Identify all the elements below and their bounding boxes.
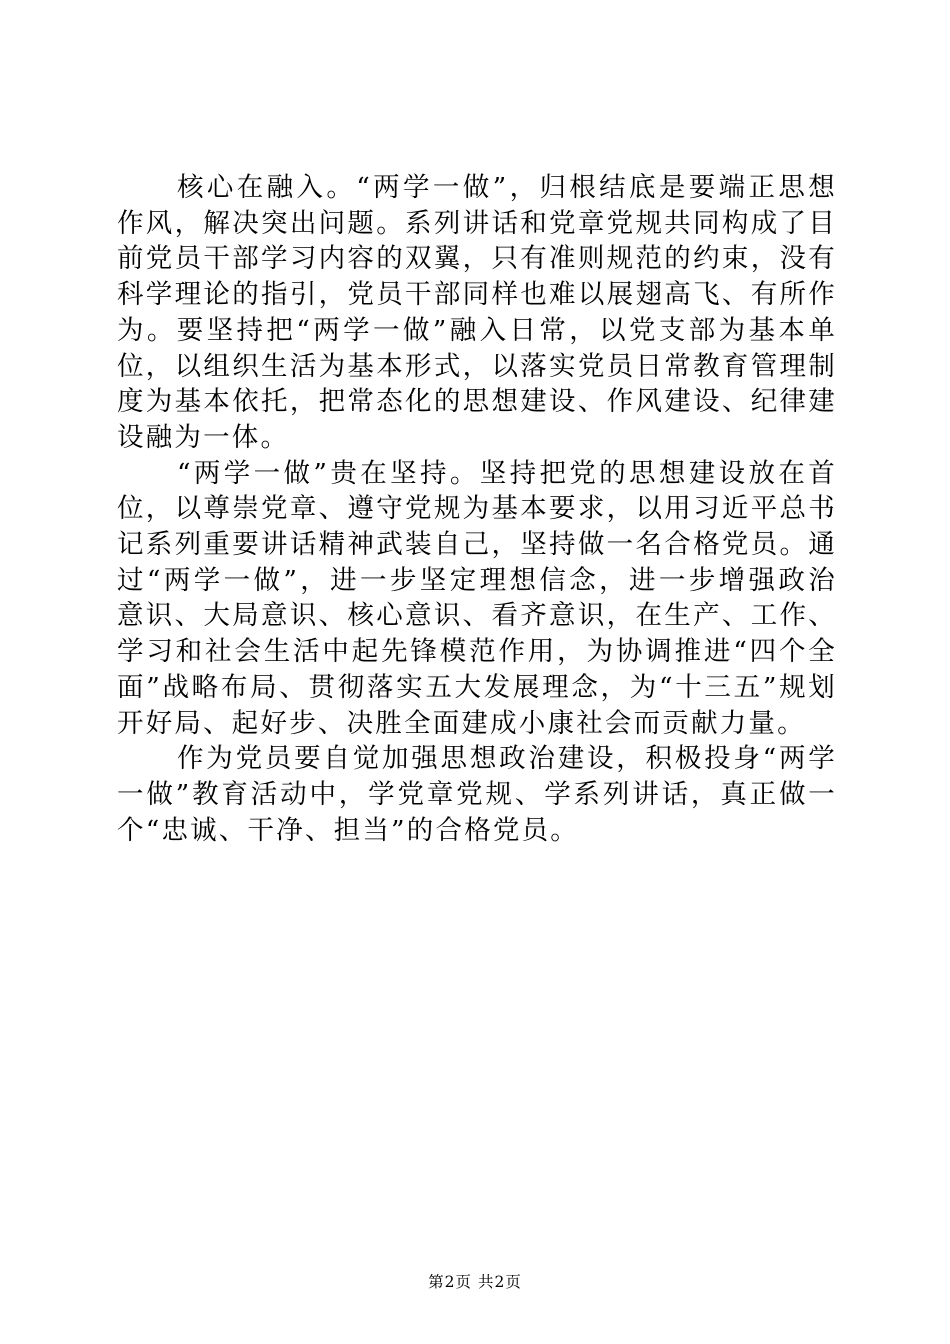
page-number-footer: 第2页 共2页 [428,1273,522,1291]
paragraph-party-member-duty: 作为党员要自觉加强思想政治建设，积极投身“两学一做”教育活动中，学党章党规、学系列讲话，真正做一个“忠诚、干净、担当”的合格党员。 [117,743,837,846]
paragraph-persistence: “两学一做”贵在坚持。坚持把党的思想建设放在首位，以尊崇党章、遵守党规为基本要求，以用习近平总书记系列重要讲话精神武装自己，坚持做一名合格党员。通过“两学一做”，进一步坚定理想信念，进一步增强政治意识、大局意识、核心意识、看齐意识，在生产、工作、学习和社会生活中起先锋模范作用，为协调推进“四个全面”战略布局、贯彻落实五大发展理念，为“十三五”规划开好局、起好步、决胜全面建成小康社会而贡献力量。 [117,457,837,739]
paragraph-core-integration: 核心在融入。“两学一做”，归根结底是要端正思想作风，解决突出问题。系列讲话和党章党规共同构成了目前党员干部学习内容的双翼，只有准则规范的约束，没有科学理论的指引，党员干部同样也难以展翅高飞、有所作为。要坚持把“两学一做”融入日常，以党支部为基本单位，以组织生活为基本形式，以落实党员日常教育管理制度为基本依托，把常态化的思想建设、作风建设、纪律建设融为一体。 [117,172,837,453]
document-body [117,170,837,848]
